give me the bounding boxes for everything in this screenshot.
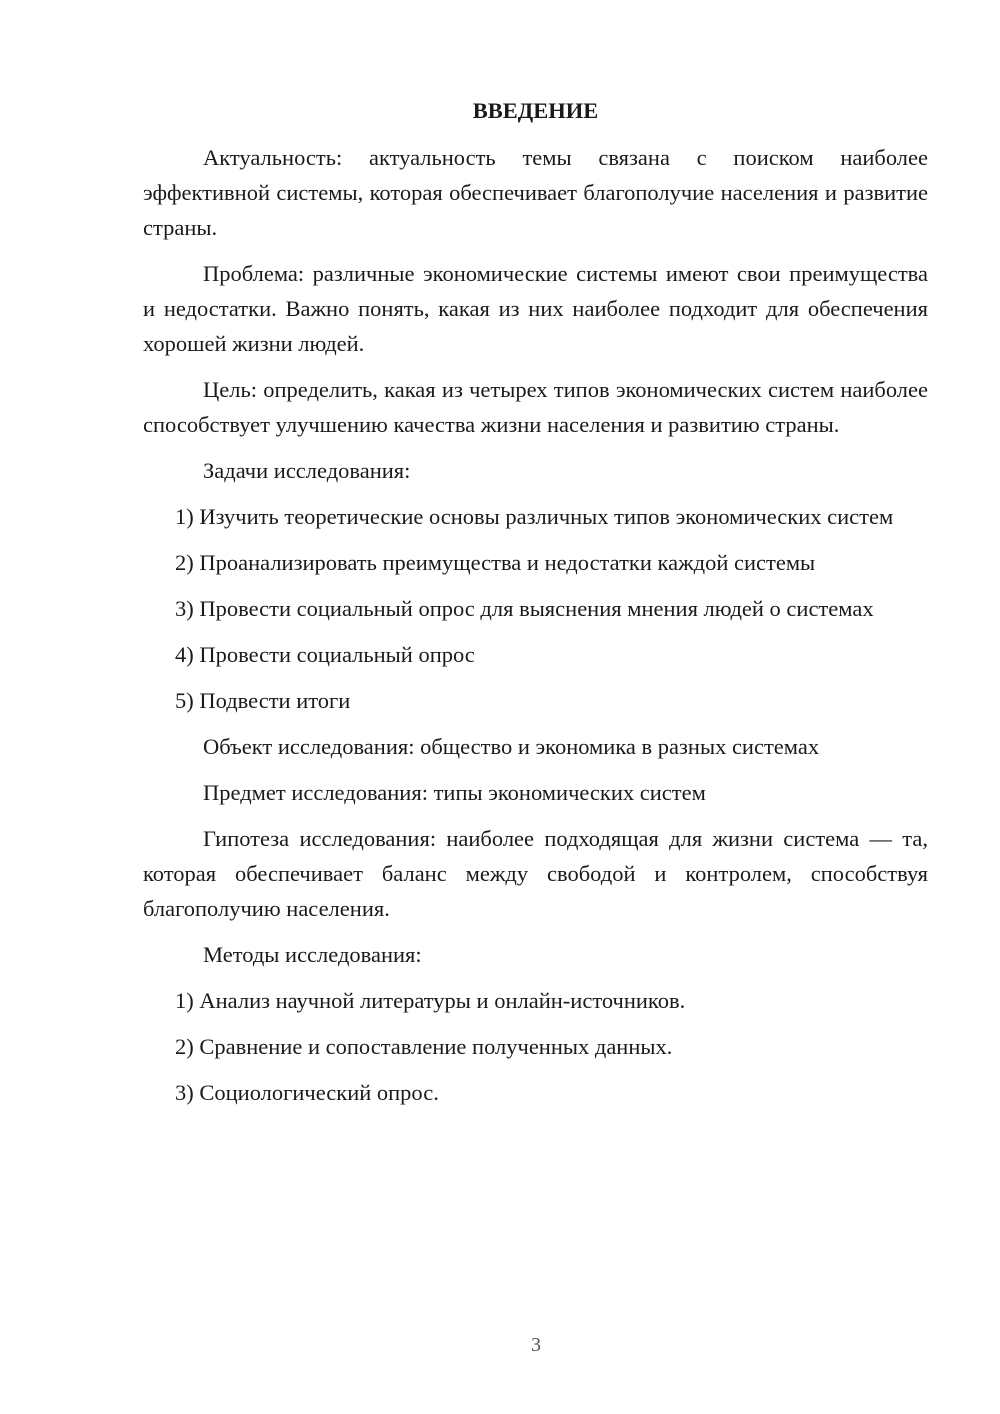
method-item-3: 3) Социологический опрос. — [175, 1080, 439, 1105]
method-item-1: 1) Анализ научной литературы и онлайн-источников. — [175, 988, 686, 1013]
tasks-title: Задачи исследования: — [203, 458, 411, 483]
task-item-3: 3) Провести социальный опрос для выяснения мнения людей о системах — [175, 596, 874, 621]
problem-paragraph: Проблема: различные экономические системы имеют свои преимущества и недостатки. Важно понять, какая из них наиболее подходит для обеспечения хорошей жизни людей. — [143, 261, 928, 356]
research-subject: Предмет исследования: типы экономических систем — [203, 780, 706, 805]
research-hypothesis: Гипотеза исследования: наиболее подходящая для жизни система — та, которая обеспечивает баланс между свободой и контролем, способствуя благополучию населения. — [143, 826, 928, 921]
relevance-paragraph: Актуальность: актуальность темы связана с поиском наиболее эффективной системы, которая обеспечивает благополучие населения и развитие страны. — [143, 145, 928, 240]
method-item-2: 2) Сравнение и сопоставление полученных данных. — [175, 1034, 673, 1059]
goal-paragraph: Цель: определить, какая из четырех типов экономических систем наиболее способствует улучшению качества жизни населения и развитию страны. — [143, 377, 928, 437]
section-heading: ВВЕДЕНИЕ — [472, 98, 599, 123]
methods-title: Методы исследования: — [203, 942, 422, 967]
task-item-1: 1) Изучить теоретические основы различных типов экономических систем — [175, 504, 894, 529]
research-object: Объект исследования: общество и экономика в разных системах — [203, 734, 820, 759]
task-item-5: 5) Подвести итоги — [175, 688, 351, 713]
page-content — [143, 96, 928, 1121]
task-item-2: 2) Проанализировать преимущества и недостатки каждой системы — [175, 550, 816, 575]
page-number: 3 — [531, 1334, 541, 1356]
task-item-4: 4) Провести социальный опрос — [175, 642, 475, 667]
